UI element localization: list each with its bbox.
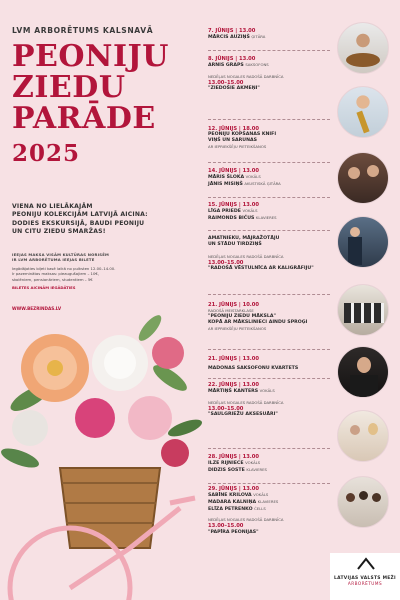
event-pre: RADOŠĀ MEISTARKLASE [208, 308, 254, 314]
divider [208, 197, 330, 198]
performer-name: MADONAS SAKSOFONU KVARTETS [208, 366, 299, 372]
performer-name: LĪGA PRIEDE [208, 209, 241, 215]
trio-cello-photo [337, 476, 389, 528]
event-date: 28. JŪNIJS | 13.00 [208, 454, 259, 460]
intro-line: PEONIJU KOLEKCIJĀM LATVIJĀ AICINA: [12, 211, 148, 219]
performer-name: SABĪNE KRILOVA [208, 493, 252, 499]
schedule-event [208, 454, 336, 474]
lvm-logo [330, 553, 400, 600]
market-title: AMATNIEKU, MĀJRAŽOTĀJU [208, 236, 280, 241]
workshop-title: "PAPĪRA PEONIJAS" [208, 529, 259, 535]
saxophone-quartet-photo [337, 284, 389, 336]
event-title [12, 41, 198, 134]
tickets-note: BILETES AICINĀM IEGĀDĀTIES [12, 285, 76, 291]
event-date: 14. JŪNIJS | 13.00 [208, 168, 259, 174]
logo-mark-icon [356, 557, 376, 571]
workshop-time: 13.00–15.00 [208, 406, 244, 413]
entry-info [12, 252, 202, 290]
entry-line: Iegādājoties biļeti kasē laikā no pulksten 12.00–14.00. [12, 265, 116, 271]
schedule-event [208, 486, 336, 536]
event-note: AR IEPRIEKŠĒJU PIETEIKŠANOS [208, 326, 267, 332]
male-vocalist-photo [337, 346, 389, 398]
performer-name: KOPĀ AR MĀKSLINIECI AINDU SPROĢI [208, 320, 308, 326]
entry-line: Ir pazeminātas maksas: pieaugušajiem – 10€, [12, 271, 100, 277]
intro-text [12, 203, 198, 237]
event-date: 29. JŪNIJS | 13.00 [208, 486, 259, 492]
performer-name: MADARA KALNIŅA [208, 500, 257, 506]
divider [208, 162, 330, 163]
divider [208, 50, 330, 51]
performer-name: MĀRTIŅŠ KANTERS [208, 389, 259, 395]
schedule-event [208, 168, 336, 188]
performer-role: AKUSTISKĀ ĢITĀRA [244, 181, 281, 187]
website-link[interactable]: WWW.BEZRINDAS.LV [12, 306, 62, 311]
intro-line: UN CITU ZIEDU SMARŽAS! [12, 228, 106, 236]
event-date: 8. JŪNIJS | 13.00 [208, 56, 256, 62]
workshop-note: NEDĒĻAS NOGALES RADOŠĀ DARBNĪCA [208, 400, 284, 406]
red-flower [161, 439, 189, 467]
divider [208, 294, 330, 295]
vocal-piano-duo-photo [337, 410, 389, 462]
event-date: 22. JŪNIJS | 13.00 [208, 382, 259, 388]
title-line: PEONIJU [12, 39, 169, 74]
logo-line: ARBORĒTUMS [347, 581, 383, 586]
event-date: 7. JŪNIJS | 13.00 [208, 28, 256, 34]
schedule-event [208, 202, 336, 222]
performer-role: VOKĀLS [245, 174, 261, 180]
performer-role: ĢITĀRA [251, 34, 266, 40]
workshop-time: 13.00–15.00 [208, 260, 244, 267]
performer-name: ELĪZA PETRENKO [208, 507, 253, 513]
performer-name: JĀNIS MISIŅŠ [208, 182, 243, 188]
divider [208, 119, 330, 120]
magenta-flower [75, 398, 115, 438]
schedule-event [208, 302, 336, 332]
event-date: 12. JŪNIJS | 18.00 [208, 126, 259, 132]
performer-name: MĀRIS ŠLOKA [208, 175, 245, 181]
schedule-event [208, 236, 336, 272]
performer-role: ČELLS [254, 506, 266, 512]
schedule-event [208, 126, 336, 150]
performer-name: ARNIS GRAPS [208, 63, 244, 69]
logo-line: LATVIJAS VALSTS MEŽI [334, 576, 396, 581]
intro-line: VIENA NO LIELĀKAJĀM [12, 203, 93, 210]
event-date: 21. JŪNIJS | 10.00 [208, 302, 259, 308]
performer-name: RAIMONDS BIČUS [208, 216, 255, 222]
bicycle-bouquet-illustration [0, 308, 205, 600]
divider [208, 230, 330, 231]
performer-role: VOKĀLS [253, 492, 269, 498]
event-date: 15. JŪNIJS | 13.00 [208, 202, 259, 208]
workshop-note: NEDĒĻAS NOGALES RADOŠĀ DARBNĪCA [208, 74, 284, 80]
workshop-title: "RADOŠĀ VĒSTULNĪCA AR KALIGRĀFIJU" [208, 266, 314, 272]
bicycle-handlebar [170, 498, 195, 503]
schedule-event [208, 356, 336, 372]
entry-line: IEEJAS MAKSA VISĀM KULTŪRAS NORISĒM [12, 252, 109, 257]
performer-role: KLAVIERES [255, 215, 277, 221]
divider [208, 378, 330, 379]
guitarist-photo [337, 22, 389, 74]
divider [208, 349, 330, 350]
workshop-time: 13.00–15.00 [208, 80, 244, 87]
performer-role: SAKSOFONS [245, 62, 269, 68]
performer-role: VOKĀLS [242, 208, 258, 214]
performer-name: DIDZIS SOSTE [208, 468, 245, 474]
title-line: ZIEDU [12, 70, 126, 105]
performer-role: KLAVIERES [257, 499, 279, 505]
saxophonist-photo [337, 86, 389, 138]
intro-line: DODIES EKSKURSIJĀ, BAUDI PEONIJU [12, 219, 145, 227]
performer-role: KLAVIERES [246, 467, 267, 473]
schedule-event [208, 382, 336, 418]
performer-name: VIŅŠ UN SARUNAS [208, 138, 258, 144]
event-date: 21. JŪNIJS | 13.00 [208, 356, 259, 362]
duo-guitar-photo [337, 152, 389, 204]
entry-line: skolēniem, pensionāriem, studentiem – 5€ [12, 276, 93, 282]
workshop-note: NEDĒĻAS NOGALES RADOŠĀ DARBNĪCA [208, 254, 284, 260]
workshop-title: "ZIEDOŠIE AKMEŅI" [208, 86, 260, 92]
workshop-note: NEDĒĻAS NOGALES RADOŠĀ DARBNĪCA [208, 517, 284, 523]
performer-name: ILZE RIJNIECE [208, 461, 244, 467]
workshop-title: "SAULGRIEŽU AKSESUĀRI" [208, 412, 278, 418]
performer-name: MĀRCIS AUZIŅŠ [208, 35, 250, 41]
market-title: UN STĀDU TIRDZIŅŠ [208, 242, 262, 248]
entry-line: IR LVM ARBORĒTUMA IEEJAS BILETE [12, 257, 95, 263]
header [12, 26, 198, 167]
workshop-time: 13.00–15.00 [208, 523, 244, 530]
schedule-event [208, 28, 336, 41]
schedule-event [208, 56, 336, 92]
performer-role: VOKĀLS [245, 460, 261, 466]
singer-piano-photo [337, 216, 389, 268]
venue-name: LVM ARBORĒTUMS KALSNAVĀ [12, 26, 154, 35]
performer-name: PEONIJU KOPŠANAS KNIFI [208, 132, 277, 138]
event-note: AR IEPRIEKŠĒJU PIETEIKŠANOS [208, 144, 267, 150]
performer-role: VOKĀLS [259, 388, 275, 394]
divider [208, 448, 330, 449]
event-year: 2025 [12, 140, 81, 167]
pink-flower [152, 337, 184, 369]
divider [208, 483, 330, 484]
title-line: PARĀDE [12, 101, 156, 136]
white-flower [12, 410, 48, 446]
performer-name: "PEONIJU ZIEDU MĀKSLA" [208, 314, 276, 320]
pale-pink-peony [128, 396, 172, 440]
